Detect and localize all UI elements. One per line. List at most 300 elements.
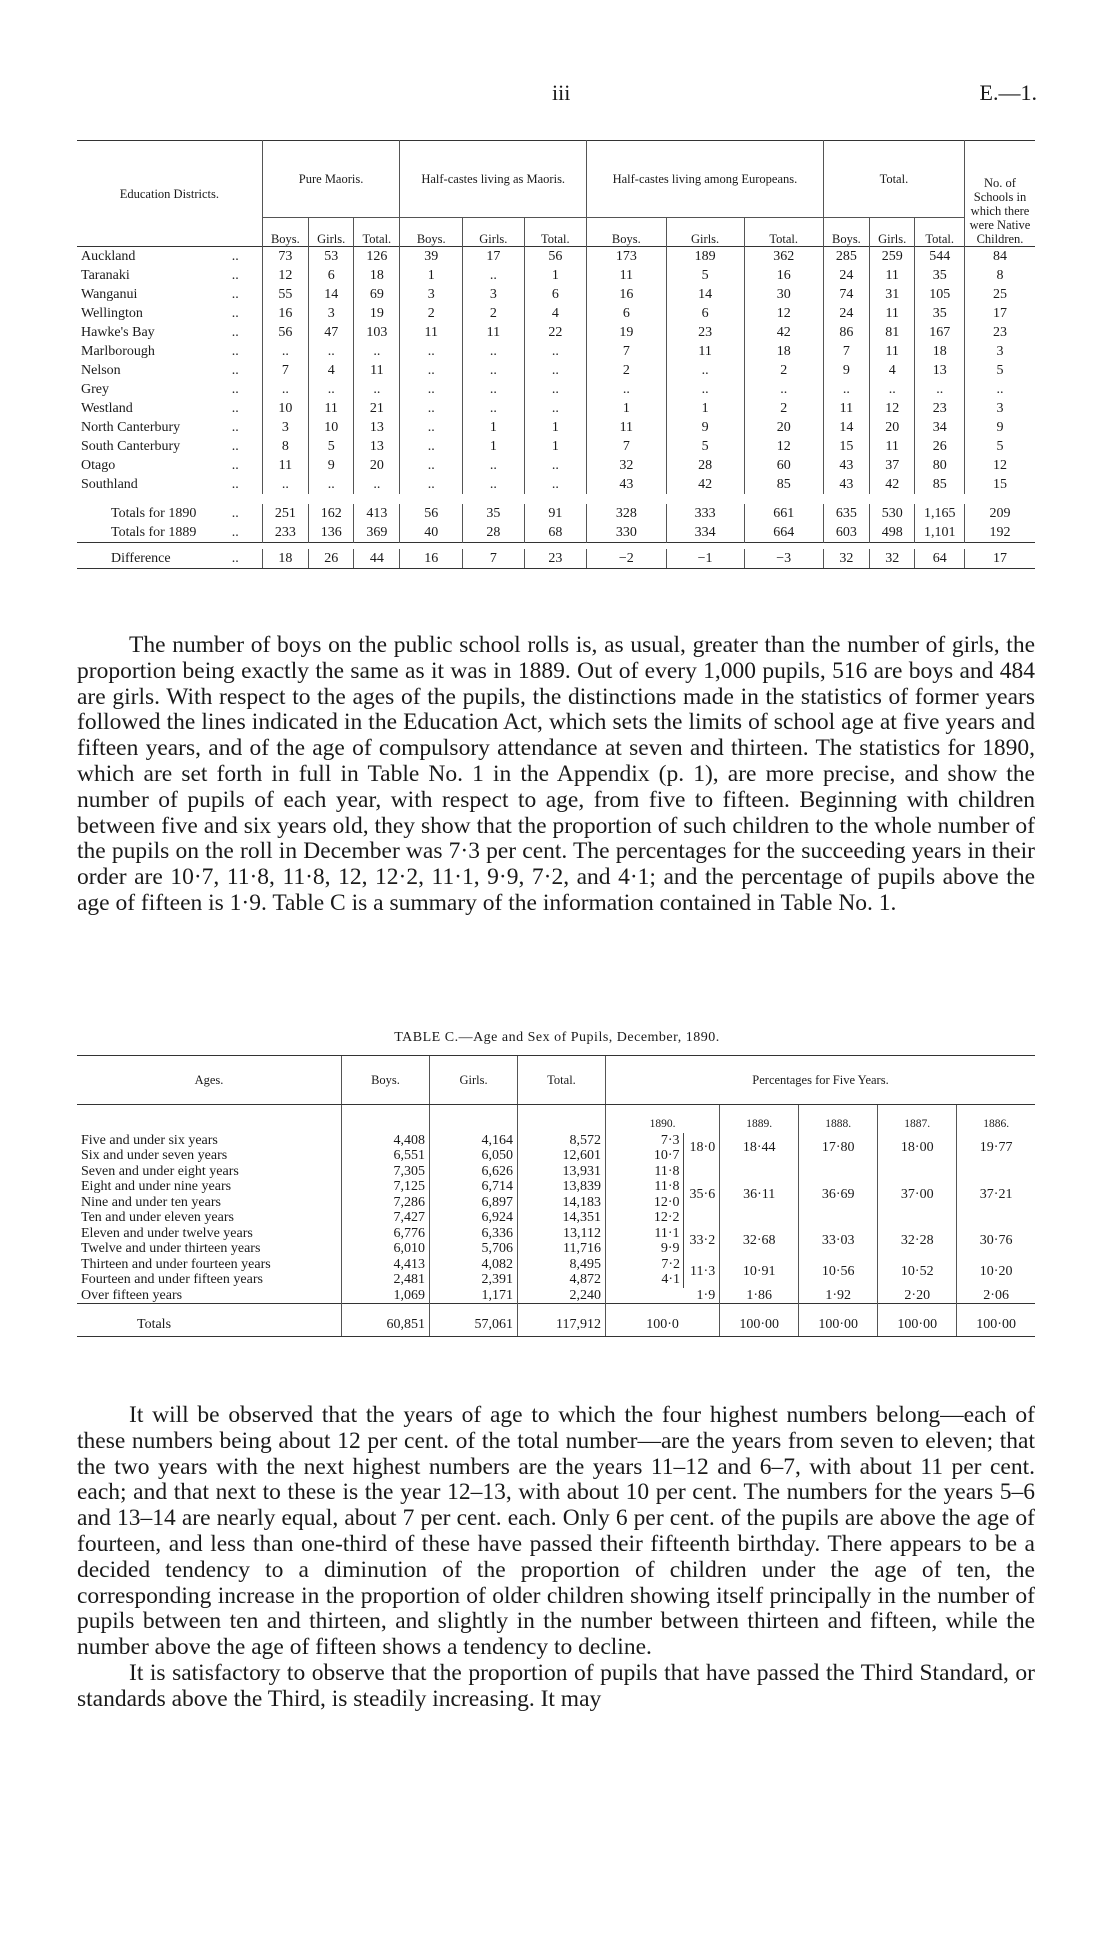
- district-name: Hawke's Bay: [81, 325, 155, 340]
- table-cell: ..: [262, 380, 308, 399]
- girls-count: 6,897: [430, 1195, 518, 1211]
- year-label: 1889.: [720, 1105, 799, 1133]
- leader-dots: ..: [231, 249, 239, 264]
- table-cell: 15: [823, 437, 869, 456]
- table-cell: 167: [915, 323, 965, 342]
- table-cell: 16: [262, 304, 308, 323]
- table-cell: 53: [309, 247, 354, 266]
- table-cell: 42: [666, 475, 744, 494]
- table-cell: 7: [587, 437, 667, 456]
- table-cell: 192: [965, 523, 1036, 543]
- pct-group-value: 1·9: [696, 1287, 716, 1303]
- paragraph-text: It is satisfactory to observe that the proportion of pupils that have passed the Third Standard, or standards above the Third, is steadily increasing. It may: [77, 1659, 1035, 1712]
- table-cell: 6: [524, 285, 586, 304]
- table-cell: 28: [666, 456, 744, 475]
- table-cell: 13: [354, 437, 400, 456]
- table-cell: 11: [870, 304, 915, 323]
- year-label: 1888.: [799, 1105, 878, 1133]
- table-row: [77, 399, 1035, 418]
- table-cell: 14: [309, 285, 354, 304]
- table-cell: 1: [666, 399, 744, 418]
- table-cell: 7: [463, 549, 525, 569]
- district-name: Nelson: [81, 363, 121, 378]
- pct-1887: 37·00: [878, 1164, 957, 1226]
- table-cell: 413: [354, 504, 400, 523]
- table-cell: 6: [666, 304, 744, 323]
- age-label: Eleven and under twelve years: [81, 1225, 253, 1241]
- table-row: [77, 523, 1035, 543]
- age-label: Nine and under ten years: [81, 1194, 221, 1210]
- table-cell: 661: [744, 504, 823, 523]
- leader-dots: ..: [231, 344, 239, 359]
- boys-count: 4,408: [342, 1133, 430, 1149]
- table-cell: 11: [262, 456, 308, 475]
- total-count: 2,240: [518, 1288, 606, 1304]
- spacer: [430, 1105, 518, 1133]
- paragraph-text: The number of boys on the public school rolls is, as usual, greater than the number of girls, the proportion being exactly the same as it was in 1889. Out of every 1,000 pupils, 516 are boys and 484 are girls. With respect to the ages of the pupils, the distinctions made in the statistics of former years followed the lines indicated in the Education Act, which sets the limits of school age at five years and fifteen years, and of the age of compulsory attendance at seven and thirteen. The statistics for 1890, which are set forth in full in Table No. 1 in the Appendix (p. 1), are more precise, and show the number of pupils of each year, with respect to age, from five to fifteen. Beginning with children between five and six years old, they show that the proportion of such children to the whole number of the pupils on the roll in December was 7·3 per cent. The percentages for the succeeding years in their order are 10·7, 11·8, 11·8, 12, 12·2, 11·1, 9·9, 7·2, and 4·1; and the percentage of pupils above the age of fifteen is 1·9. Table C is a summary of the information contained in Table No. 1.: [77, 632, 1035, 916]
- table-cell: 3: [309, 304, 354, 323]
- table-cell: 15: [965, 475, 1036, 494]
- girls-count: 2,391: [430, 1272, 518, 1288]
- header-half-castes-maoris: Half-castes living as Maoris.: [400, 141, 587, 218]
- pct-total-1888: 100·00: [799, 1304, 878, 1337]
- table-row: [77, 475, 1035, 494]
- total-count: 12,601: [518, 1148, 606, 1164]
- header-girls: Girls.: [666, 218, 744, 247]
- table-row: [77, 285, 1035, 304]
- leader-dots: ..: [231, 325, 239, 340]
- table-cell: 5: [666, 437, 744, 456]
- boys-count: 6,010: [342, 1241, 430, 1257]
- age-label: Five and under six years: [81, 1132, 218, 1148]
- girls-count: 6,714: [430, 1179, 518, 1195]
- table-cell: 74: [823, 285, 869, 304]
- pct-group-value: 18·0: [689, 1140, 716, 1156]
- pct-1890: [606, 1133, 720, 1164]
- district-name: Southland: [81, 477, 138, 492]
- leader-dots: ..: [231, 506, 239, 521]
- table-cell: 26: [915, 437, 965, 456]
- leader-dots: ..: [231, 439, 239, 454]
- table-cell: 5: [309, 437, 354, 456]
- leader-dots: ..: [231, 287, 239, 302]
- table-cell: 85: [915, 475, 965, 494]
- table-cell: 20: [744, 418, 823, 437]
- table-cell: 5: [965, 437, 1036, 456]
- table-cell: 173: [587, 247, 667, 266]
- table-cell: 12: [965, 456, 1036, 475]
- girls-total: 57,061: [430, 1304, 518, 1337]
- header-percentages: Percentages for Five Years.: [606, 1056, 1036, 1105]
- pct-year-value: 7·3: [660, 1132, 680, 1148]
- boys-total: 60,851: [342, 1304, 430, 1337]
- leader-dots: ..: [231, 382, 239, 397]
- district-name: Marlborough: [81, 344, 155, 359]
- age-label: Twelve and under thirteen years: [81, 1241, 261, 1256]
- district-name: North Canterbury: [81, 420, 181, 435]
- table-cell: 11: [823, 399, 869, 418]
- total-count: 13,931: [518, 1164, 606, 1180]
- table-cell: ..: [463, 399, 525, 418]
- table-cell: ..: [354, 342, 400, 361]
- table-cell: −3: [744, 549, 823, 569]
- table-cell: ..: [965, 380, 1036, 399]
- pct-year-value: 12·0: [653, 1194, 680, 1210]
- leader-dots: ..: [231, 458, 239, 473]
- table-cell: 8: [262, 437, 308, 456]
- table-cell: 3: [965, 342, 1036, 361]
- age-label: Over fifteen years: [81, 1287, 183, 1303]
- leader-dots: ..: [231, 525, 239, 540]
- pct-1889: 10·91: [720, 1257, 799, 1288]
- total-count: 11,716: [518, 1241, 606, 1257]
- pct-total-1889: 100·00: [720, 1304, 799, 1337]
- table-row: [77, 1288, 1035, 1304]
- age-label: Fourteen and under fifteen years: [81, 1272, 263, 1287]
- header-girls: Girls.: [430, 1056, 518, 1105]
- table-cell: 19: [587, 323, 667, 342]
- table-cell: 34: [915, 418, 965, 437]
- age-label: Six and under seven years: [81, 1148, 228, 1163]
- table-cell: ..: [262, 342, 308, 361]
- table-cell: 81: [870, 323, 915, 342]
- table-cell: 328: [587, 504, 667, 523]
- grand-total: 117,912: [518, 1304, 606, 1337]
- pct-1889: 1·86: [720, 1288, 799, 1304]
- table-row: [77, 380, 1035, 399]
- table-cell: 2: [744, 361, 823, 380]
- table-row: [77, 437, 1035, 456]
- total-count: 4,872: [518, 1272, 606, 1288]
- district-name: Auckland: [81, 249, 136, 264]
- table-cell: 4: [870, 361, 915, 380]
- district-name: Taranaki: [81, 268, 130, 283]
- table-cell: 32: [870, 549, 915, 569]
- district-name: Totals for 1890: [111, 506, 197, 521]
- table-cell: 35: [915, 266, 965, 285]
- table-row: [77, 549, 1035, 569]
- table-cell: 86: [823, 323, 869, 342]
- table-cell: ..: [400, 342, 463, 361]
- table-cell: 44: [354, 549, 400, 569]
- pct-year-value: 7·2: [661, 1256, 681, 1272]
- header-schools: No. of Schools in which there were Native Children.: [965, 141, 1036, 247]
- table-cell: 40: [400, 523, 463, 543]
- girls-count: 6,050: [430, 1148, 518, 1164]
- table-cell: ..: [463, 475, 525, 494]
- table-row: [77, 266, 1035, 285]
- boys-count: 7,305: [342, 1164, 430, 1180]
- table-cell: 1: [463, 418, 525, 437]
- table-row: [77, 323, 1035, 342]
- table-cell: ..: [524, 456, 586, 475]
- table-row: [77, 247, 1035, 266]
- table-cell: 42: [744, 323, 823, 342]
- table-cell: 18: [744, 342, 823, 361]
- table-cell: 5: [965, 361, 1036, 380]
- document-reference: E.—1.: [979, 80, 1037, 105]
- table-cell: 23: [666, 323, 744, 342]
- table-cell: ..: [587, 380, 667, 399]
- header-girls: Girls.: [463, 218, 525, 247]
- pct-1887: 18·00: [878, 1133, 957, 1164]
- table-cell: 103: [354, 323, 400, 342]
- pct-1888: 36·69: [799, 1164, 878, 1226]
- pct-1886: 30·76: [957, 1226, 1035, 1257]
- age-sex-table: [77, 1055, 1035, 1337]
- header-half-castes-europeans: Half-castes living among Europeans.: [587, 141, 824, 218]
- boys-count: 7,125: [342, 1179, 430, 1195]
- leader-dots: ..: [228, 549, 263, 569]
- pct-1889: 36·11: [720, 1164, 799, 1226]
- table-cell: ..: [524, 475, 586, 494]
- table-cell: 6: [309, 266, 354, 285]
- table-cell: 2: [400, 304, 463, 323]
- pct-1890: [606, 1257, 720, 1288]
- table-cell: 11: [309, 399, 354, 418]
- pct-1888: 17·80: [799, 1133, 878, 1164]
- table-cell: 2: [463, 304, 525, 323]
- table-row: [77, 1226, 1035, 1242]
- table-cell: 12: [744, 437, 823, 456]
- header-total: Total.: [915, 218, 965, 247]
- pct-1889: 32·68: [720, 1226, 799, 1257]
- native-children-table: [77, 140, 1035, 569]
- header-boys: Boys.: [823, 218, 869, 247]
- table-cell: 126: [354, 247, 400, 266]
- table-cell: ..: [823, 380, 869, 399]
- total-count: 13,112: [518, 1226, 606, 1242]
- pct-1890: [606, 1226, 720, 1257]
- girls-count: 6,924: [430, 1210, 518, 1226]
- table-cell: 1,101: [915, 523, 965, 543]
- pct-group-value: 35·6: [689, 1186, 716, 1202]
- totals-row: [77, 1304, 1035, 1337]
- table-cell: ..: [870, 380, 915, 399]
- table-cell: 13: [354, 418, 400, 437]
- table-cell: 64: [915, 549, 965, 569]
- table-cell: 14: [823, 418, 869, 437]
- pct-group-value: 33·2: [689, 1233, 716, 1249]
- table-cell: 68: [524, 523, 586, 543]
- table-cell: 544: [915, 247, 965, 266]
- pct-1886: 19·77: [957, 1133, 1035, 1164]
- table-cell: 4: [309, 361, 354, 380]
- district-name: Wanganui: [81, 287, 138, 302]
- header-education-districts: Education Districts.: [119, 186, 220, 201]
- table-cell: 84: [965, 247, 1036, 266]
- pct-year-value: 9·9: [660, 1241, 680, 1256]
- table-cell: 9: [666, 418, 744, 437]
- pct-1887: 10·52: [878, 1257, 957, 1288]
- header-boys: Boys.: [587, 218, 667, 247]
- table-cell: 69: [354, 285, 400, 304]
- boys-count: 7,286: [342, 1195, 430, 1211]
- table-cell: ..: [744, 380, 823, 399]
- table-cell: 12: [870, 399, 915, 418]
- table-row: [77, 456, 1035, 475]
- pct-1888: 1·92: [799, 1288, 878, 1304]
- table-cell: 12: [744, 304, 823, 323]
- pct-year-value: 4·1: [661, 1272, 681, 1287]
- table-cell: 39: [400, 247, 463, 266]
- pct-total-1890: 100·0: [606, 1304, 720, 1337]
- header-girls: Girls.: [870, 218, 915, 247]
- pct-1886: 2·06: [957, 1288, 1035, 1304]
- total-count: 8,495: [518, 1257, 606, 1273]
- boys-count: 6,551: [342, 1148, 430, 1164]
- table-cell: 16: [587, 285, 667, 304]
- district-name: Wellington: [81, 306, 143, 321]
- table-row: [77, 361, 1035, 380]
- age-label: Seven and under eight years: [81, 1163, 239, 1179]
- total-count: 13,839: [518, 1179, 606, 1195]
- table-cell: 3: [262, 418, 308, 437]
- table-cell: ..: [524, 399, 586, 418]
- pct-1887: 2·20: [878, 1288, 957, 1304]
- totals-label: Totals: [77, 1304, 342, 1337]
- header-total: Total.: [823, 141, 964, 218]
- table-cell: 334: [666, 523, 744, 543]
- table-cell: ..: [309, 475, 354, 494]
- district-name: Grey: [81, 382, 109, 397]
- table-cell: 47: [309, 323, 354, 342]
- girls-count: 4,082: [430, 1257, 518, 1273]
- pct-1886: 37·21: [957, 1164, 1035, 1226]
- boys-count: 2,481: [342, 1272, 430, 1288]
- table-cell: 664: [744, 523, 823, 543]
- table-cell: 22: [524, 323, 586, 342]
- table-cell: ..: [309, 380, 354, 399]
- table-cell: ..: [400, 399, 463, 418]
- table-cell: 2: [744, 399, 823, 418]
- table-cell: 530: [870, 504, 915, 523]
- table-cell: 11: [870, 342, 915, 361]
- table-cell: 18: [915, 342, 965, 361]
- table-cell: ..: [400, 437, 463, 456]
- paragraph-boys-girls: [77, 633, 1035, 917]
- table-row: [77, 504, 1035, 523]
- table-cell: 105: [915, 285, 965, 304]
- pct-1889: 18·44: [720, 1133, 799, 1164]
- year-label: 1890.: [606, 1105, 720, 1133]
- table-cell: 209: [965, 504, 1036, 523]
- table-cell: ..: [524, 361, 586, 380]
- table-cell: 30: [744, 285, 823, 304]
- table-cell: 5: [666, 266, 744, 285]
- table-cell: ..: [400, 361, 463, 380]
- table-cell: 16: [744, 266, 823, 285]
- table-cell: 18: [354, 266, 400, 285]
- girls-count: 6,626: [430, 1164, 518, 1180]
- header-boys: Boys.: [400, 218, 463, 247]
- table-cell: 13: [915, 361, 965, 380]
- table-cell: 1: [524, 418, 586, 437]
- age-label: Eight and under nine years: [81, 1179, 232, 1194]
- spacer: [77, 1105, 342, 1133]
- table-cell: 60: [744, 456, 823, 475]
- header-boys: Boys.: [262, 218, 308, 247]
- header-total: Total.: [524, 218, 586, 247]
- table-cell: 7: [823, 342, 869, 361]
- table-cell: 11: [666, 342, 744, 361]
- table-cell: 1: [587, 399, 667, 418]
- table-cell: 136: [309, 523, 354, 543]
- pct-year-value: 11·8: [654, 1179, 680, 1194]
- paragraph-text: It will be observed that the years of age to which the four highest numbers belong—each of these numbers being about 12 per cent. of the total number—are the years from seven to eleven; that the two years with the next highest numbers are the years 11–12 and 6–7, with about 11 per cent. each; and that next to these is the year 12–13, with about 10 per cent. The numbers for the years 5–6 and 13–14 are nearly equal, about 7 per cent. each. Only 6 per cent. of the pupils are above the age of fourteen, and less than one-third of these have passed their fifteenth birthday. There appears to be a decided tendency to a diminution of the proportion of children under the age of ten, the corresponding increase in the proportion of older children showing itself principally in the number of pupils between ten and thirteen, and slightly in the number between thirteen and fifteen, while the number above the age of fifteen shows a tendency to decline.: [77, 1402, 1035, 1661]
- table-cell: ..: [524, 342, 586, 361]
- table-cell: ..: [354, 380, 400, 399]
- header-girls: Girls.: [309, 218, 354, 247]
- table-cell: 23: [524, 549, 586, 569]
- table-cell: ..: [262, 475, 308, 494]
- table-cell: 1: [524, 266, 586, 285]
- table-cell: 7: [587, 342, 667, 361]
- pct-1888: 33·03: [799, 1226, 878, 1257]
- table-cell: 1: [463, 437, 525, 456]
- table-cell: 35: [463, 504, 525, 523]
- spacer: [518, 1105, 606, 1133]
- table-cell: 18: [262, 549, 308, 569]
- total-count: 8,572: [518, 1133, 606, 1149]
- table-cell: 56: [262, 323, 308, 342]
- district-name: Westland: [81, 401, 133, 416]
- pct-1886: 10·20: [957, 1257, 1035, 1288]
- table-row: [77, 1257, 1035, 1273]
- table-row: [77, 342, 1035, 361]
- table-cell: 11: [870, 437, 915, 456]
- table-row: [77, 418, 1035, 437]
- header-pure-maoris: Pure Maoris.: [262, 141, 400, 218]
- leader-dots: ..: [231, 268, 239, 283]
- table-cell: 285: [823, 247, 869, 266]
- district-name: Difference: [77, 549, 228, 569]
- table-cell: 333: [666, 504, 744, 523]
- table-cell: 32: [823, 549, 869, 569]
- pct-1887: 32·28: [878, 1226, 957, 1257]
- table-cell: 11: [463, 323, 525, 342]
- table-cell: 9: [823, 361, 869, 380]
- header-total: Total.: [744, 218, 823, 247]
- table-cell: ..: [463, 266, 525, 285]
- table-cell: −2: [587, 549, 667, 569]
- table-cell: 11: [870, 266, 915, 285]
- table-cell: 73: [262, 247, 308, 266]
- table-cell: ..: [309, 342, 354, 361]
- table-cell: 43: [823, 475, 869, 494]
- boys-count: 1,069: [342, 1288, 430, 1304]
- header-total: Total.: [518, 1056, 606, 1105]
- table-cell: 35: [915, 304, 965, 323]
- table-cell: ..: [400, 475, 463, 494]
- table-cell: 3: [965, 399, 1036, 418]
- age-label: Thirteen and under fourteen years: [81, 1256, 271, 1272]
- table-cell: 80: [915, 456, 965, 475]
- table-cell: 16: [400, 549, 463, 569]
- table-cell: 330: [587, 523, 667, 543]
- table-cell: 11: [587, 266, 667, 285]
- table-cell: ..: [354, 475, 400, 494]
- table-cell: 56: [400, 504, 463, 523]
- table-cell: 10: [262, 399, 308, 418]
- table-cell: ..: [463, 456, 525, 475]
- table-cell: ..: [463, 380, 525, 399]
- table-cell: 9: [965, 418, 1036, 437]
- table-cell: 17: [965, 304, 1036, 323]
- table-row: [77, 1164, 1035, 1180]
- table-cell: 10: [309, 418, 354, 437]
- table-cell: ..: [524, 380, 586, 399]
